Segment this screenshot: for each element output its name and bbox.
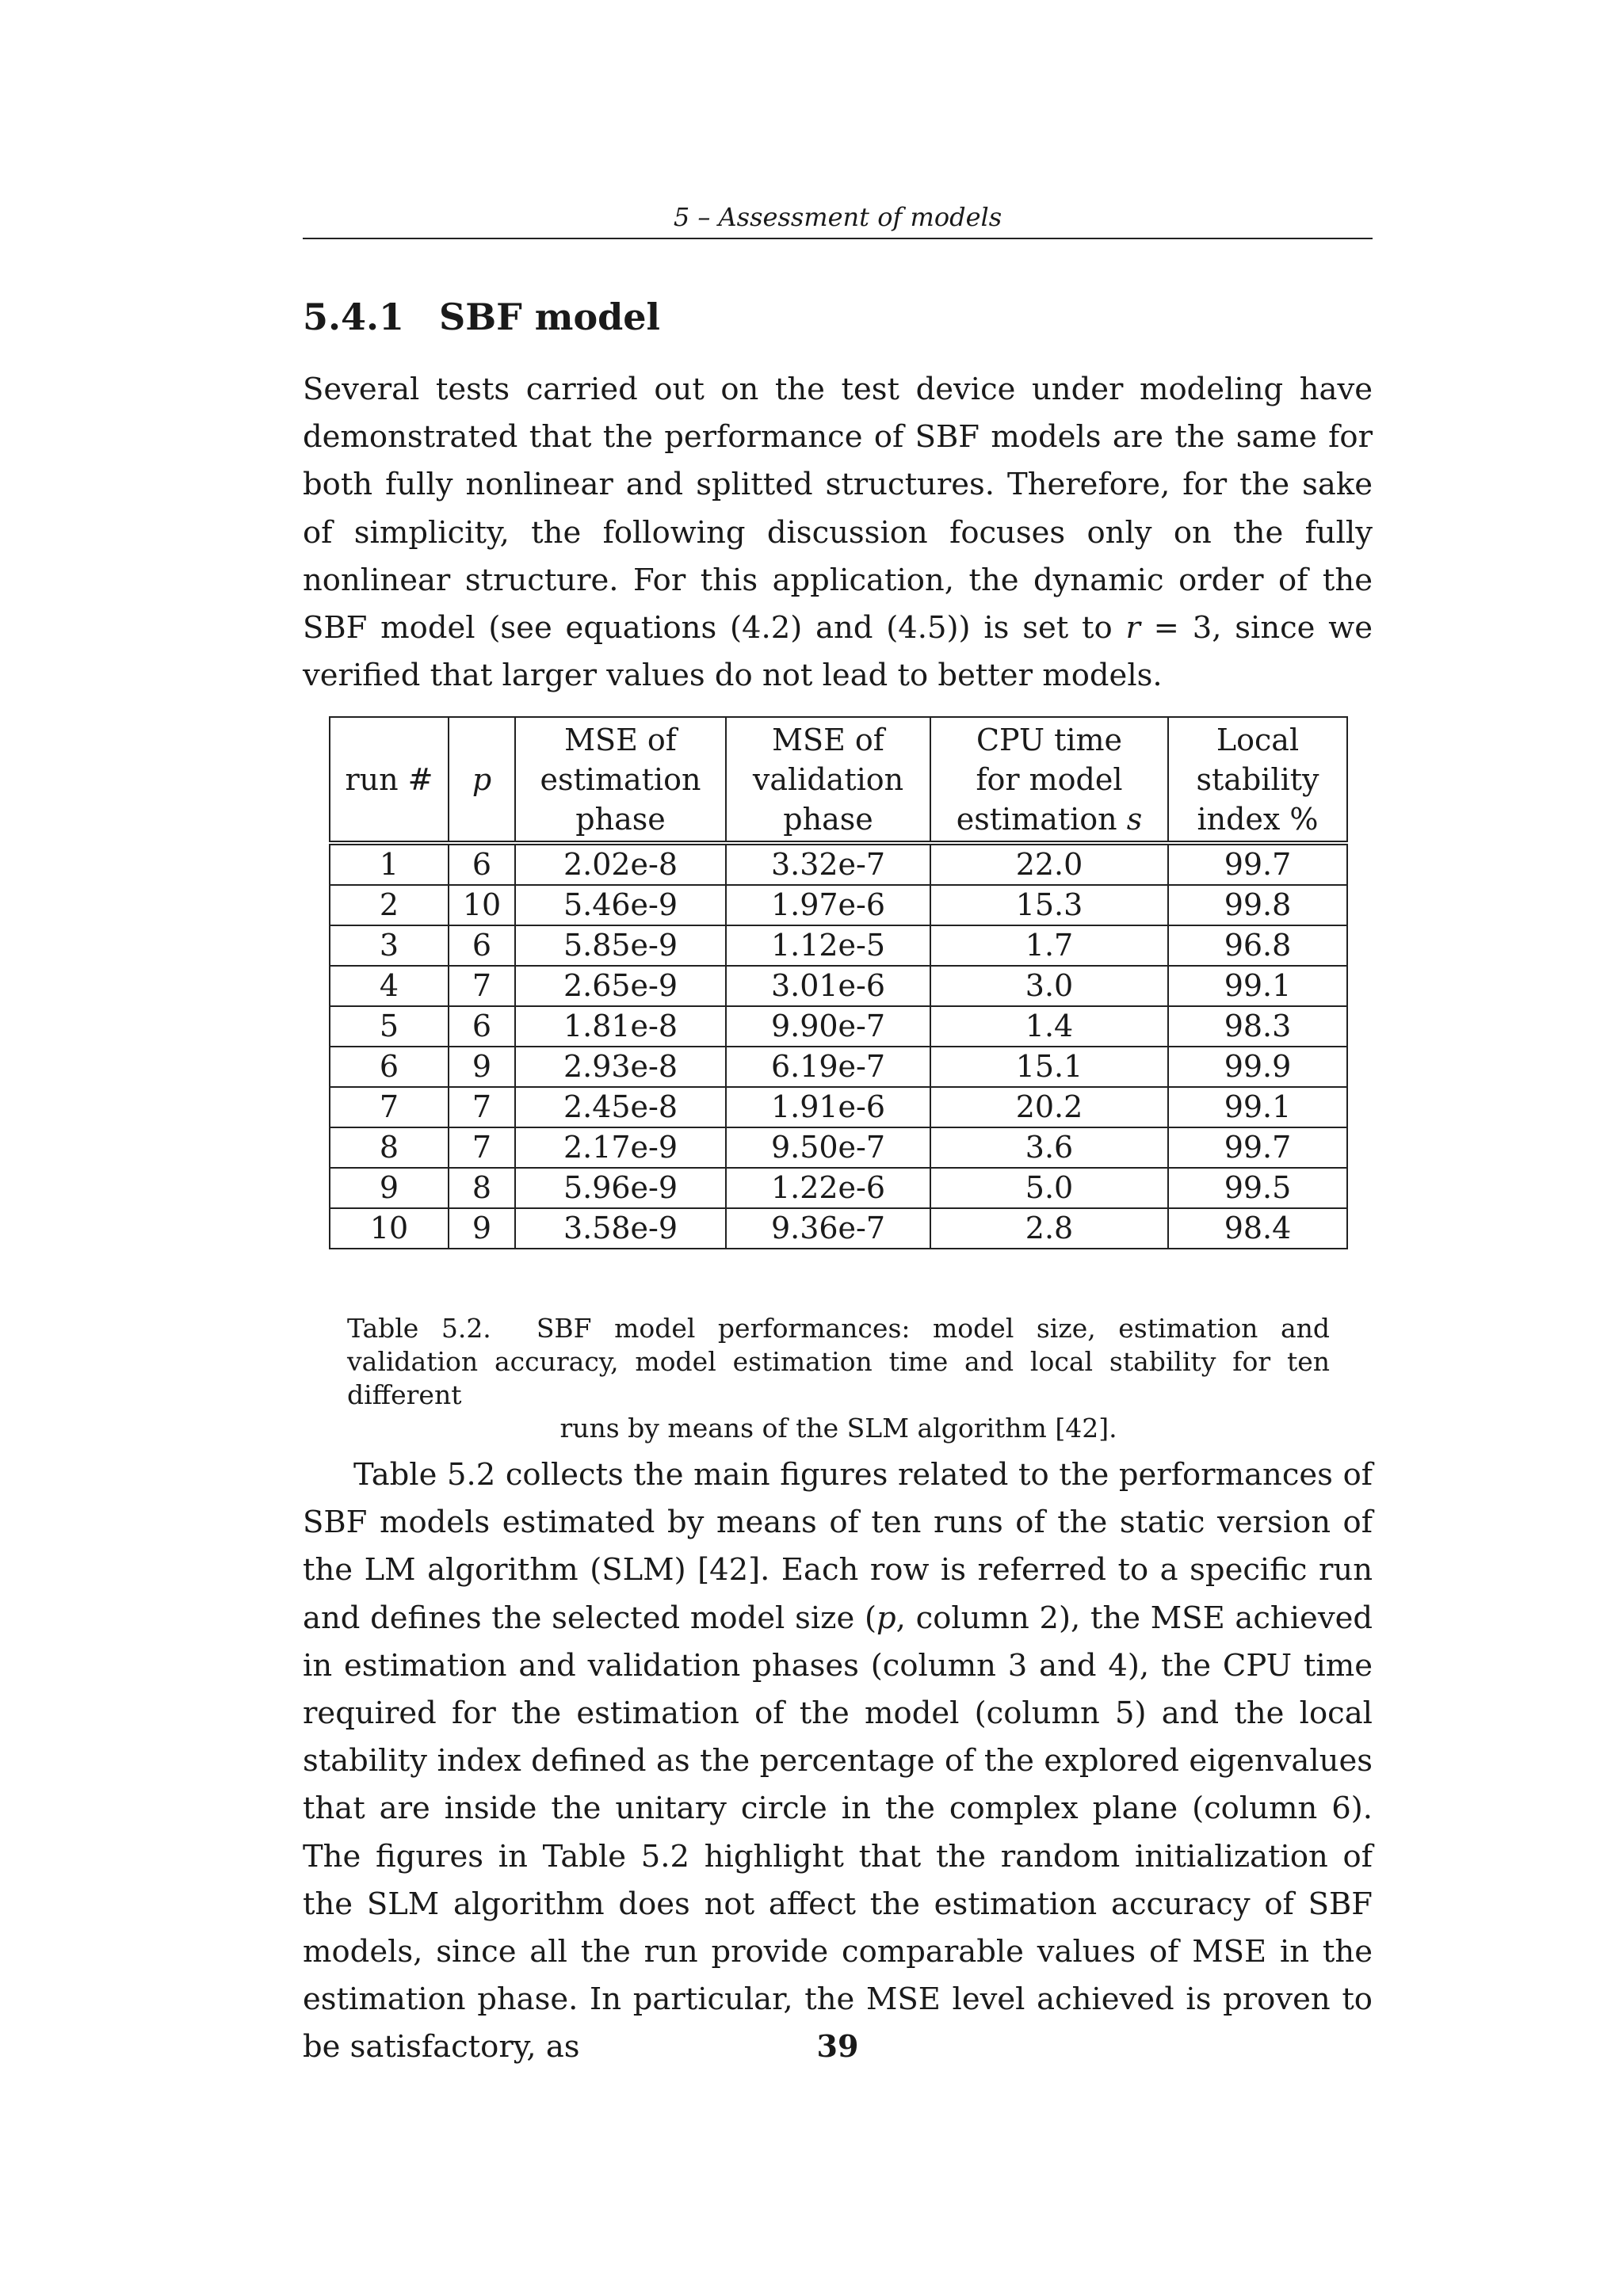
cell-mse-est: 5.46e-9: [515, 885, 726, 925]
header-mse-est-line2: estimation: [540, 761, 701, 797]
cell-p: 9: [449, 1047, 515, 1087]
table-row: [330, 843, 1347, 885]
page-number: 39: [816, 2028, 859, 2064]
cell-p: 6: [449, 1006, 515, 1047]
cell-run: 5: [330, 1006, 449, 1047]
header-mse-est-line1: MSE of: [564, 722, 677, 757]
table-row: [330, 966, 1347, 1006]
cell-run: 6: [330, 1047, 449, 1087]
cell-mse-val: 9.50e-7: [726, 1127, 930, 1168]
table-row: [330, 1006, 1347, 1047]
discussion-text-a: Table 5.2 collects the main figures related to the performances of SBF models estimated by means of ten runs of the static version of the LM algorithm (SLM) [42]. Each row is referred to a specific run and defines the selected model size (: [303, 1457, 1373, 1636]
section-number: 5.4.1: [303, 296, 405, 338]
cell-stability: 99.1: [1168, 1087, 1347, 1127]
table-row: [330, 885, 1347, 925]
cell-mse-val: 1.12e-5: [726, 925, 930, 966]
cell-p: 9: [449, 1208, 515, 1249]
table-row: [330, 1087, 1347, 1127]
header-stab-line1: Local: [1216, 722, 1300, 757]
cell-cpu: 1.4: [930, 1006, 1168, 1047]
header-cpu-line3: [938, 799, 1161, 839]
cell-cpu: 22.0: [930, 843, 1168, 885]
cell-stability: 99.7: [1168, 843, 1347, 885]
discussion-paragraph: [303, 1451, 1373, 2072]
cell-p: 10: [449, 885, 515, 925]
header-mse-est-line3: phase: [575, 801, 666, 837]
intro-text-a: Several tests carried out on the test device under modeling have demonstrated that the performance of SBF models are the same for both fully nonlinear and splitted structures. Therefore, for the sake of simplicity, the following discussion focuses only on the fully nonlinear structure. For this application, the dynamic order of the SBF model (see equations (4.2) and (4.5)) is set to: [303, 372, 1373, 646]
table-row: [330, 925, 1347, 966]
caption-text: SBF model performances: model size, estimation and validation accuracy, model estimation time and local stability for ten different: [347, 1313, 1330, 1410]
header-mse-val-line1: MSE of: [772, 722, 884, 757]
header-rule: [303, 238, 1373, 239]
cell-stability: 99.9: [1168, 1047, 1347, 1087]
header-cpu-time: [930, 717, 1168, 843]
cell-mse-est: 2.65e-9: [515, 966, 726, 1006]
cell-run: 8: [330, 1127, 449, 1168]
cell-cpu: 5.0: [930, 1168, 1168, 1208]
table-row: [330, 1047, 1347, 1087]
cell-p: 6: [449, 843, 515, 885]
cell-run: 9: [330, 1168, 449, 1208]
cell-cpu: 15.1: [930, 1047, 1168, 1087]
cell-cpu: 20.2: [930, 1087, 1168, 1127]
intro-var-r: r: [1125, 610, 1140, 646]
cell-mse-est: 2.93e-8: [515, 1047, 726, 1087]
header-stab-line2: stability: [1196, 761, 1319, 797]
cell-cpu: 15.3: [930, 885, 1168, 925]
cell-p: 7: [449, 1087, 515, 1127]
table-row: [330, 1168, 1347, 1208]
cell-mse-est: 2.45e-8: [515, 1087, 726, 1127]
cell-cpu: 2.8: [930, 1208, 1168, 1249]
header-mse-val-line2: validation: [752, 761, 904, 797]
discussion-var-p: p: [876, 1600, 896, 1636]
table-caption: [347, 1312, 1330, 1445]
header-cpu-unit: s: [1126, 801, 1143, 837]
table-row: [330, 1127, 1347, 1168]
cell-run: 1: [330, 843, 449, 885]
header-mse-estimation: [515, 717, 726, 843]
header-run: run #: [330, 717, 449, 843]
cell-mse-est: 2.17e-9: [515, 1127, 726, 1168]
cell-mse-est: 5.85e-9: [515, 925, 726, 966]
cell-run: 10: [330, 1208, 449, 1249]
cell-stability: 99.7: [1168, 1127, 1347, 1168]
cell-mse-val: 9.36e-7: [726, 1208, 930, 1249]
cell-stability: 99.8: [1168, 885, 1347, 925]
running-header: 5 – Assessment of models: [673, 202, 1002, 232]
header-stab-line3: index %: [1197, 801, 1319, 837]
header-mse-val-line3: phase: [783, 801, 873, 837]
cell-stability: 98.3: [1168, 1006, 1347, 1047]
cell-mse-val: 3.01e-6: [726, 966, 930, 1006]
sbf-performance-table: [329, 716, 1348, 1249]
cell-mse-est: 2.02e-8: [515, 843, 726, 885]
section-title: SBF model: [439, 296, 661, 338]
cell-mse-est: 3.58e-9: [515, 1208, 726, 1249]
header-cpu-line2: for model: [976, 761, 1123, 797]
cell-mse-val: 1.97e-6: [726, 885, 930, 925]
cell-stability: 96.8: [1168, 925, 1347, 966]
cell-run: 7: [330, 1087, 449, 1127]
table-header-row: [330, 717, 1347, 843]
caption-label: Table 5.2.: [347, 1313, 491, 1344]
cell-p: 8: [449, 1168, 515, 1208]
cell-mse-val: 1.22e-6: [726, 1168, 930, 1208]
cell-mse-est: 5.96e-9: [515, 1168, 726, 1208]
cell-cpu: 3.0: [930, 966, 1168, 1006]
header-cpu-line1: CPU time: [976, 722, 1123, 757]
intro-paragraph: [303, 366, 1373, 700]
cell-run: 2: [330, 885, 449, 925]
cell-p: 6: [449, 925, 515, 966]
cell-stability: 99.1: [1168, 966, 1347, 1006]
header-mse-validation: [726, 717, 930, 843]
caption-last-line: runs by means of the SLM algorithm [42].: [559, 1413, 1117, 1444]
intro-text-b: = 3, since we verified that larger values do not lead to better models.: [303, 610, 1373, 694]
cell-run: 4: [330, 966, 449, 1006]
cell-mse-val: 9.90e-7: [726, 1006, 930, 1047]
header-p: p: [449, 717, 515, 843]
cell-cpu: 3.6: [930, 1127, 1168, 1168]
cell-p: 7: [449, 966, 515, 1006]
header-stability: [1168, 717, 1347, 843]
cell-cpu: 1.7: [930, 925, 1168, 966]
header-cpu-line3-text: estimation: [956, 801, 1127, 837]
cell-run: 3: [330, 925, 449, 966]
section-heading: [303, 293, 1373, 341]
cell-p: 7: [449, 1127, 515, 1168]
cell-stability: 98.4: [1168, 1208, 1347, 1249]
cell-stability: 99.5: [1168, 1168, 1347, 1208]
cell-mse-est: 1.81e-8: [515, 1006, 726, 1047]
cell-mse-val: 6.19e-7: [726, 1047, 930, 1087]
cell-mse-val: 1.91e-6: [726, 1087, 930, 1127]
discussion-text-b: , column 2), the MSE achieved in estimation and validation phases (column 3 and 4), the CPU time required for the estimation of the model (column 5) and the local stability index defined as the percentage of the explored eigenvalues that are inside the unitary circle in the complex plane (column 6). The figures in Table 5.2 highlight that the random initialization of the SLM algorithm does not affect the estimation accuracy of SBF models, since all the run provide comparable values of MSE in the estimation phase. In particular, the MSE level achieved is proven to be satisfactory, as: [303, 1600, 1373, 2065]
table-row: [330, 1208, 1347, 1249]
cell-mse-val: 3.32e-7: [726, 843, 930, 885]
